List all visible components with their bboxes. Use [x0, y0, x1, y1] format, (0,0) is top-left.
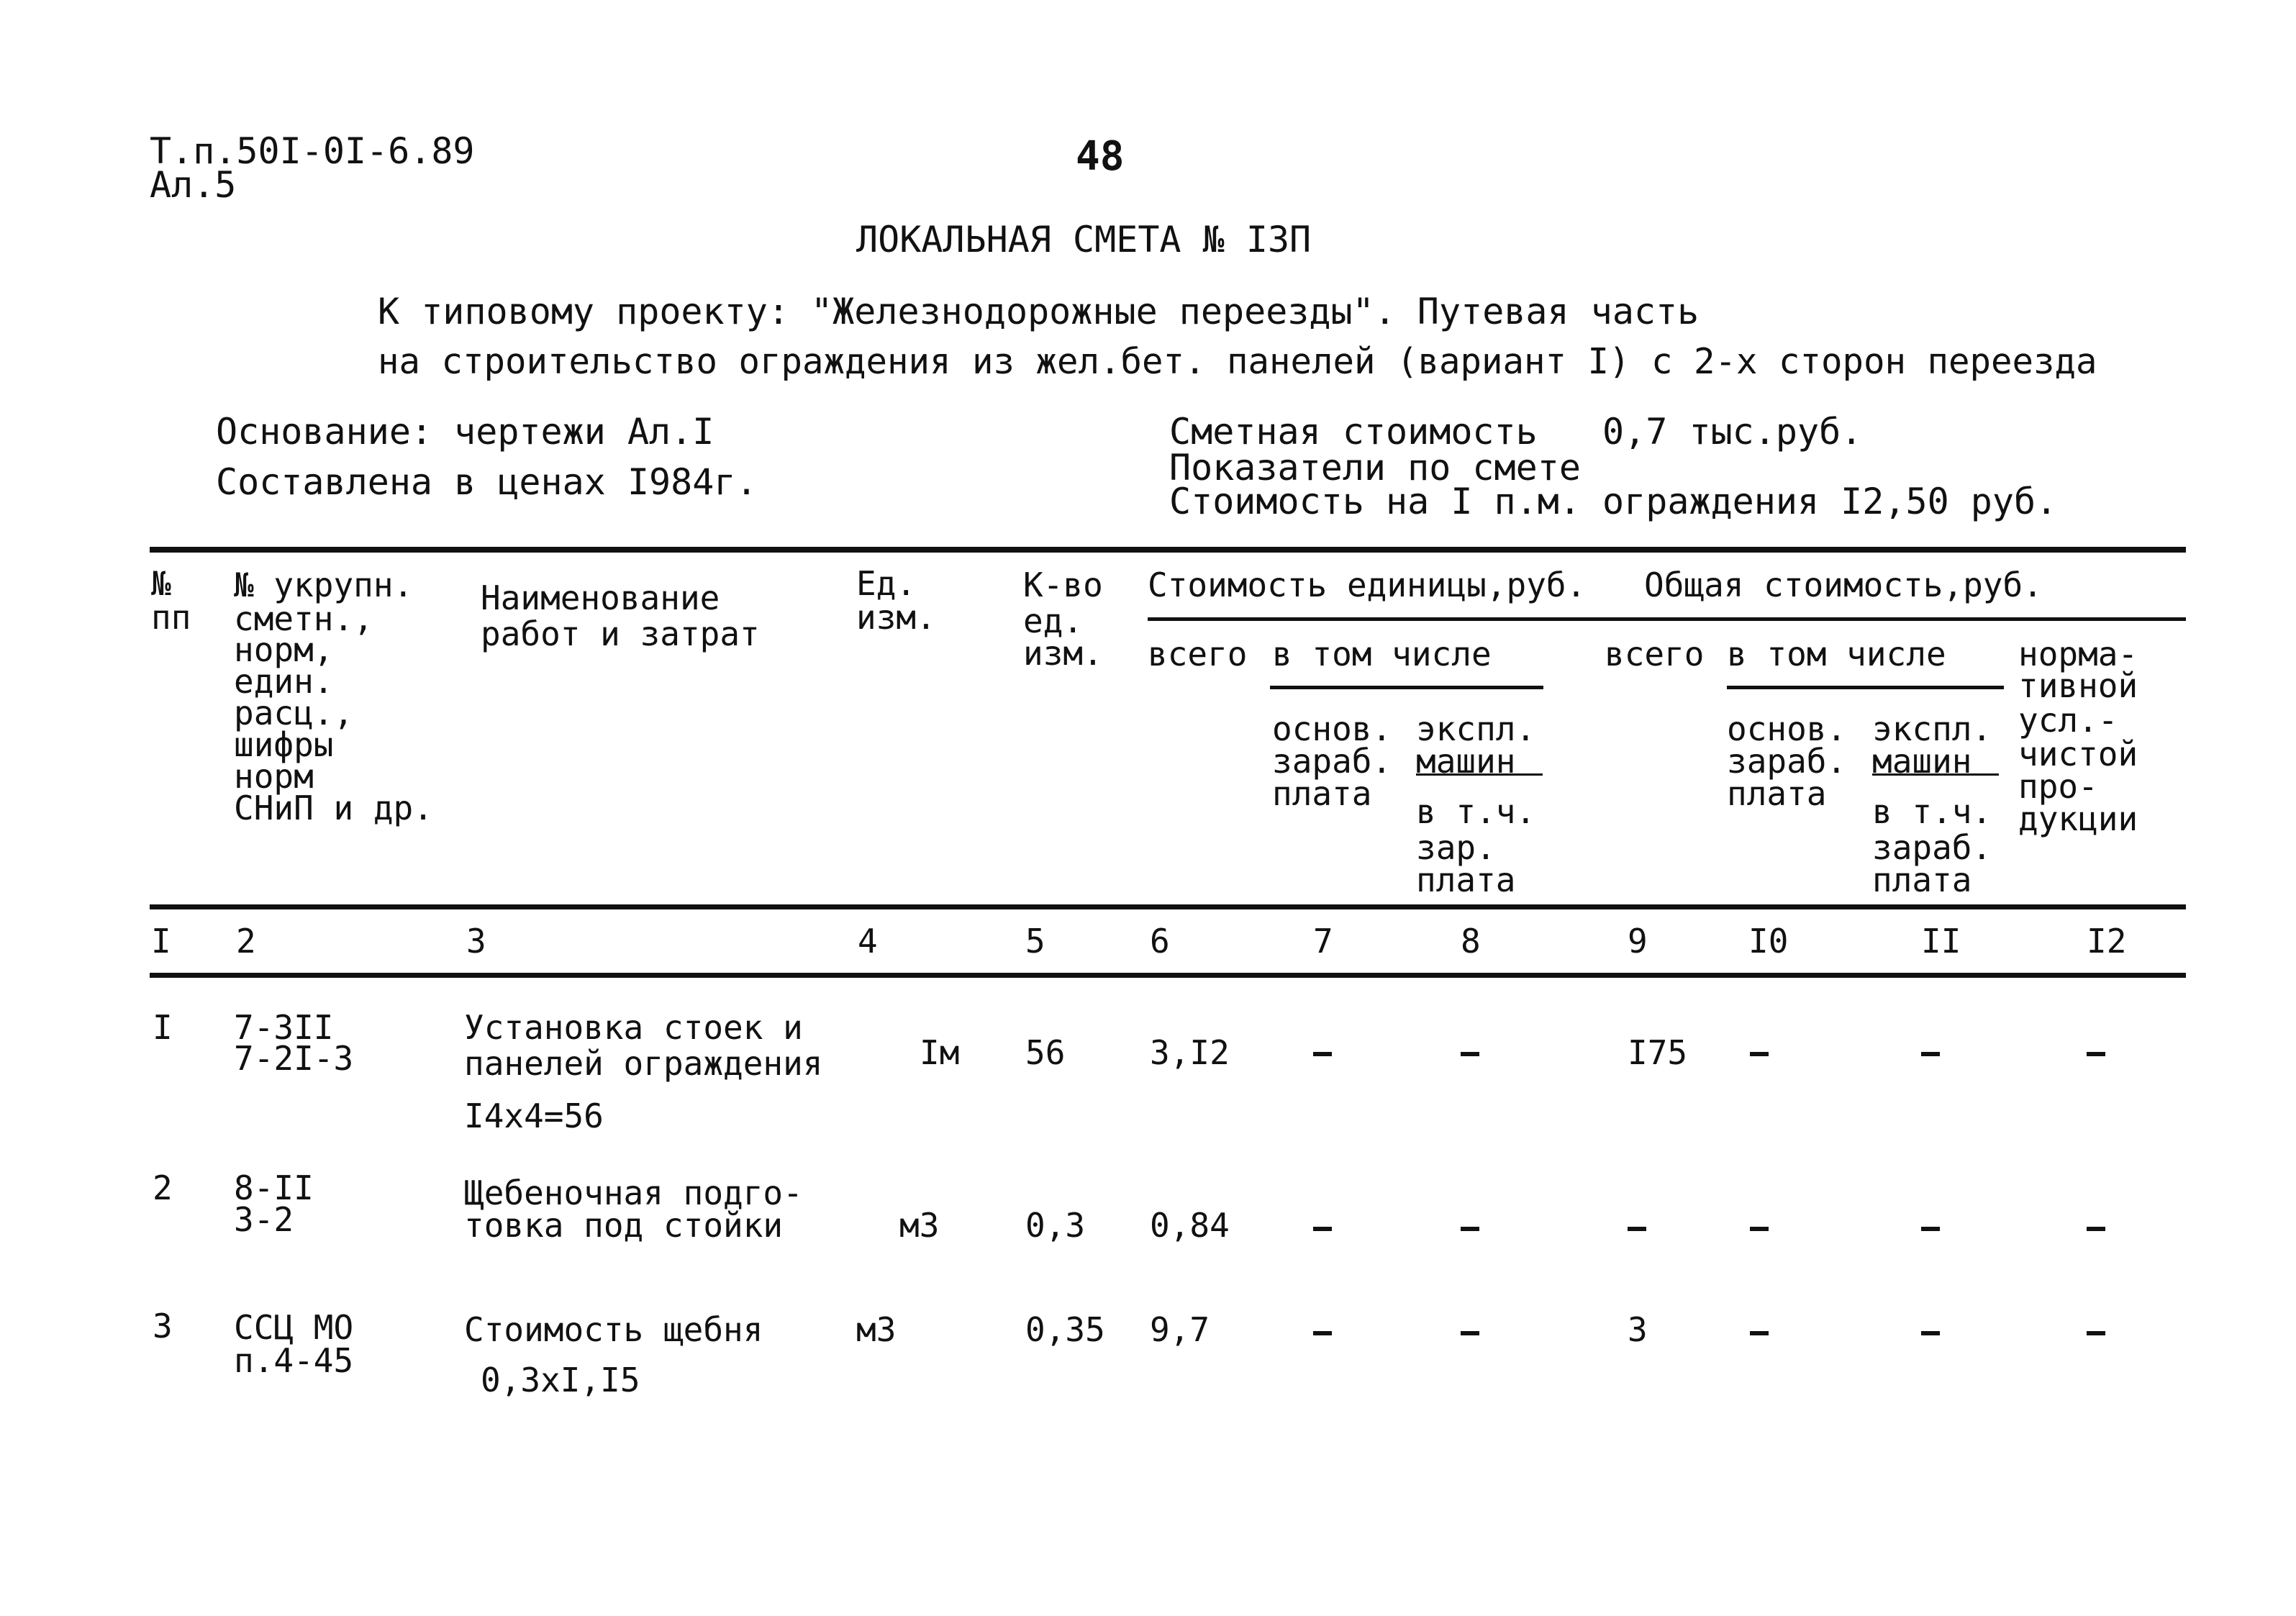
header-total-cost: Общая стоимость,руб. [1644, 566, 2043, 604]
col-num: I0 [1748, 922, 1789, 961]
col-num: 4 [858, 922, 878, 961]
document-code: Т.п.50I-0I-6.89 [150, 130, 475, 172]
col-num: 2 [236, 922, 256, 961]
dash [1750, 1052, 1769, 1056]
col-num: 5 [1025, 922, 1045, 961]
row-code: 3-2 [234, 1200, 294, 1239]
header-code-7: норм [234, 757, 314, 796]
header-sum-total: всего [1605, 635, 1705, 673]
project-line-1: К типовому проекту: "Железнодорожные переезды". Путевая часть [378, 291, 1700, 332]
header-unit-2: изм. [856, 598, 936, 637]
row-unit: м3 [899, 1206, 940, 1245]
sheet-code: Ал.5 [150, 164, 237, 206]
row-code: 8-II [234, 1168, 314, 1207]
estimated-cost: Сметная стоимость 0,7 тыс.руб. [1169, 411, 1863, 453]
row-unit-total: 9,7 [1150, 1310, 1210, 1349]
basis-text: Основание: чертежи Ал.I [216, 411, 714, 453]
dash [1313, 1331, 1332, 1335]
row-unit-total: 3,I2 [1150, 1033, 1230, 1072]
dash [2087, 1227, 2105, 1231]
total-incl-rule [1727, 686, 2004, 689]
header-unit-wage-2: зараб. [1272, 742, 1392, 781]
row-calc: 0,3xI,I5 [481, 1361, 640, 1399]
header-code-4: един. [234, 662, 334, 701]
table-top-rule [150, 547, 2186, 553]
col-num: 3 [466, 922, 486, 961]
col-num: 7 [1313, 922, 1333, 961]
row-code: 7-2I-3 [234, 1039, 354, 1078]
page-title: ЛОКАЛЬНАЯ СМЕТА № I3П [856, 219, 1312, 260]
row-number: 3 [153, 1307, 173, 1345]
row-code: п.4-45 [234, 1341, 354, 1380]
row-name: Стоимость щебня [464, 1310, 763, 1349]
header-qty-1: К-во [1023, 566, 1103, 604]
header-norm-1: норма- [2018, 635, 2138, 673]
header-norm-6: дукции [2018, 799, 2138, 838]
dash [1461, 1227, 1479, 1231]
row-name: товка под стойки [464, 1206, 784, 1245]
cost-per-meter: Стоимость на I п.м. ограждения I2,50 руб. [1169, 481, 2058, 522]
row-number: I [153, 1008, 173, 1047]
col-num: II [1921, 922, 1961, 961]
row-total: I75 [1628, 1033, 1688, 1072]
col-num: I2 [2087, 922, 2127, 961]
col-num: 8 [1461, 922, 1481, 961]
header-unit-total: всего [1148, 635, 1248, 673]
header-unit-wage-3: плата [1272, 774, 1372, 813]
indicators-label: Показатели по смете [1169, 447, 1581, 489]
dash [1921, 1052, 1940, 1056]
header-qty-2: ед. [1023, 602, 1084, 640]
row-total: 3 [1628, 1310, 1648, 1349]
header-sum-mwage-3: плата [1872, 861, 1972, 899]
header-sum-wage-2: зараб. [1727, 742, 1847, 781]
cost-header-rule [1148, 617, 2186, 621]
header-sum-mach-1: экспл. [1872, 709, 1992, 748]
row-qty: 56 [1025, 1033, 1066, 1072]
row-qty: 0,35 [1025, 1310, 1105, 1349]
row-code: ССЦ МО [234, 1308, 354, 1347]
header-sum-mach-2: машин [1872, 742, 1972, 781]
dash [1313, 1052, 1332, 1056]
header-unit-mach-2: машин [1416, 742, 1516, 781]
header-norm-2: тивной [2018, 666, 2138, 705]
dash [1628, 1227, 1646, 1231]
header-norm-5: про- [2018, 767, 2098, 806]
header-name-1: Наименование [481, 578, 720, 617]
header-code-6: шифры [234, 725, 334, 764]
dash [1750, 1227, 1769, 1231]
header-sum-mwage-1: в т.ч. [1872, 792, 1992, 831]
header-qty-3: изм. [1023, 634, 1103, 673]
row-number: 2 [153, 1168, 173, 1207]
unit-incl-rule [1270, 686, 1543, 689]
header-unit-wage-1: основ. [1272, 709, 1392, 748]
header-unit-mach-1: экспл. [1416, 709, 1536, 748]
row-name: Установка стоек и [464, 1008, 803, 1047]
dash [1313, 1227, 1332, 1231]
header-norm-4: чистой [2018, 735, 2138, 773]
header-code-3: норм, [234, 630, 334, 669]
header-unit-incl: в том числе [1272, 635, 1492, 673]
row-unit: Iм [920, 1033, 960, 1072]
row-name: панелей ограждения [464, 1044, 823, 1083]
row-qty: 0,3 [1025, 1206, 1086, 1245]
header-bottom-rule [150, 904, 2186, 909]
header-sum-wage-3: плата [1727, 774, 1827, 813]
header-sum-mwage-2: зараб. [1872, 828, 1992, 867]
header-unit-mwage-3: плата [1416, 861, 1516, 899]
header-unit-mwage-2: зар. [1416, 828, 1496, 867]
header-name-2: работ и затрат [481, 614, 760, 653]
row-name: Щебеночная подго- [464, 1174, 803, 1212]
header-no-2: пп [151, 598, 191, 637]
dash [1750, 1331, 1769, 1335]
dash [1461, 1331, 1479, 1335]
col-num: 9 [1628, 922, 1648, 961]
row-unit-total: 0,84 [1150, 1206, 1230, 1245]
col-number-rule [150, 973, 2186, 978]
header-unit-1: Ед. [856, 564, 917, 603]
col-num: I [151, 922, 171, 961]
row-unit: м3 [856, 1310, 897, 1349]
row-code: 7-3II [234, 1008, 334, 1047]
header-sum-wage-1: основ. [1727, 709, 1847, 748]
header-code-5: расц., [234, 694, 354, 732]
prices-text: Составлена в ценах I984г. [216, 461, 758, 503]
header-unit-mwage-1: в т.ч. [1416, 792, 1536, 831]
page-number: 48 [1076, 133, 1125, 180]
header-code-1: № укрупн. [234, 566, 414, 604]
header-code-8: СНиП и др. [234, 789, 433, 827]
row-calc: I4x4=56 [464, 1097, 604, 1135]
dash [1921, 1227, 1940, 1231]
dash [1461, 1052, 1479, 1056]
header-no-1: № [151, 564, 171, 603]
col-num: 6 [1150, 922, 1170, 961]
dash [2087, 1052, 2105, 1056]
header-unit-cost: Стоимость единицы,руб. [1148, 566, 1587, 604]
dash [2087, 1331, 2105, 1335]
header-norm-3: усл.- [2018, 701, 2118, 740]
header-code-2: сметн., [234, 599, 373, 638]
header-sum-incl: в том числе [1727, 635, 1946, 673]
dash [1921, 1331, 1940, 1335]
project-line-2: на строительство ограждения из жел.бет. панелей (вариант I) с 2-х сторон переезда [378, 341, 2097, 382]
